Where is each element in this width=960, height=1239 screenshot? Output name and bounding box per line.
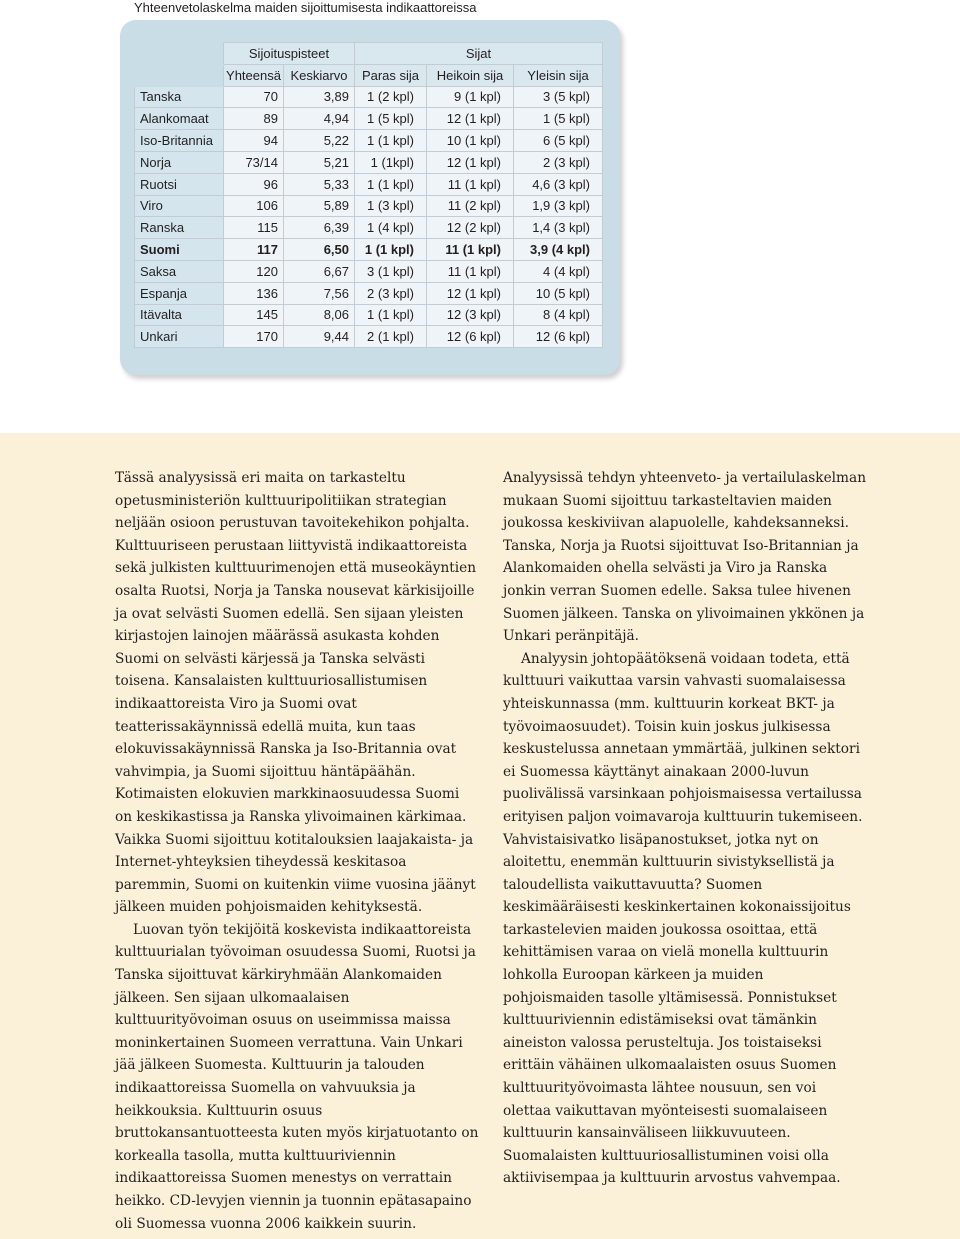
average-cell: 4,94 [284, 108, 355, 130]
common-rank-cell: 1,4 (3 kpl) [514, 217, 603, 239]
best-rank-cell: 1 (1 kpl) [355, 304, 427, 326]
table-row [135, 195, 603, 217]
summary-table [134, 42, 603, 348]
worst-rank-cell: 9 (1 kpl) [427, 86, 514, 108]
country-cell: Viro [135, 195, 224, 217]
table-body [135, 86, 603, 348]
country-cell: Saksa [135, 260, 224, 282]
common-rank-cell: 1,9 (3 kpl) [514, 195, 603, 217]
best-rank-cell: 1 (1kpl) [355, 151, 427, 173]
common-rank-cell: 3,9 (4 kpl) [514, 239, 603, 261]
total-cell: 106 [224, 195, 284, 217]
table-row [135, 130, 603, 152]
best-rank-cell: 1 (5 kpl) [355, 108, 427, 130]
common-rank-cell: 2 (3 kpl) [514, 151, 603, 173]
text-column-right [503, 467, 866, 1190]
total-cell: 136 [224, 282, 284, 304]
country-cell: Itävalta [135, 304, 224, 326]
table-row [135, 239, 603, 261]
average-cell: 5,33 [284, 173, 355, 195]
country-cell: Espanja [135, 282, 224, 304]
table-row [135, 151, 603, 173]
group-header-ranks: Sijat [355, 43, 603, 65]
total-cell: 73/14 [224, 151, 284, 173]
worst-rank-cell: 12 (3 kpl) [427, 304, 514, 326]
worst-rank-cell: 11 (1 kpl) [427, 173, 514, 195]
column-header-worst: Heikoin sija [427, 64, 514, 86]
common-rank-cell: 10 (5 kpl) [514, 282, 603, 304]
table-row [135, 173, 603, 195]
average-cell: 8,06 [284, 304, 355, 326]
total-cell: 89 [224, 108, 284, 130]
total-cell: 94 [224, 130, 284, 152]
common-rank-cell: 8 (4 kpl) [514, 304, 603, 326]
text-column-left [115, 467, 480, 1235]
paragraph: Tässä analyysissä eri maita on tarkasteltu opetusministeriön kulttuuripolitiikan strategian neljään osioon perustuvan tavoitekehikon pohjalta. Kulttuuriseen perustaan liittyvistä indikaattoreista sekä julkisten kulttuurimenojen että museokäyntien osalta Ruotsi, Norja ja Tanska nousevat kärkisijoille ja ovat selvästi Suomen edellä. Sen sijaan yleisten kirjastojen lainojen määrässä asukasta kohden Suomi on selvästi kärjessä ja Tanska selvästi toisena. Kansalaisten kulttuuriosallistumisen indikaattoreista Viro ja Suomi ovat teatterissakäynnissä edellä muita, kun taas elokuvissakäynnissä Ranska ja Iso-Britannia ovat vahvimpia, ja Suomi sijoittuu häntäpäähän. Kotimaisten elokuvien markkinaosuudessa Suomi on keskikastissa ja Ranska ylivoimainen kärkimaa. Vaikka Suomi sijoittuu kotitalouksien laajakaista- ja Internet-yhteyksien tiheydessä keskitasoa paremmin, Suomi on kuitenkin viime vuosina jäänyt jälkeen muiden pohjoismaiden kehityksestä. [115, 470, 477, 916]
column-header-average: Keskiarvo [284, 64, 355, 86]
paragraph: Analyysin johtopäätöksenä voidaan todeta, että kulttuuri vaikuttaa varsin vahvasti suomalaisessa yhteiskunnassa (mm. kulttuurin korkeat BKT- ja työvoimaosuudet). Toisin kuin joskus julkisessa keskustelussa annetaan ymmärtää, julkinen sektori ei Suomessa käyttänyt ainakaan 2000-luvun puolivälissä varsinkaan pohjoismaisessa vertailussa erityisen paljon voimavaroja kulttuurin tukemiseen. Vahvistaisivatko lisäpanostukset, jotka nyt on aloitettu, enemmän kulttuurin sivistyksellistä ja taloudellista vaikuttavuutta? Suomen keskimääräisesti keskinkertainen kokonaissijoitus tarkastelevien maiden joukossa osoittaa, että kehittämisen varaa on vielä monella kulttuurin lohkolla Euroopan kärkeen ja muiden pohjoismaiden tasolle yltämisessä. Ponnistukset kulttuuriviennin edistämiseksi ovat tämänkin aineiston valossa perusteltuja. Jos toistaiseksi erittäin vähäinen ulkomaalaisten osuus Suomen kulttuurityövoimasta lähtee nousuun, sen voi olettaa vaikuttavan myönteisesti suomalaiseen kulttuurin kansainväliseen liikkuvuuteen. Suomalaisten kulttuuriosallistuminen voisi olla aktiivisempaa ja kulttuurin arvostus vahvempaa. [503, 650, 863, 1187]
column-header-best: Paras sija [355, 64, 427, 86]
country-cell: Unkari [135, 326, 224, 348]
best-rank-cell: 1 (4 kpl) [355, 217, 427, 239]
table-row [135, 86, 603, 108]
best-rank-cell: 1 (3 kpl) [355, 195, 427, 217]
table-row [135, 326, 603, 348]
table-row [135, 260, 603, 282]
worst-rank-cell: 12 (1 kpl) [427, 108, 514, 130]
total-cell: 117 [224, 239, 284, 261]
worst-rank-cell: 12 (2 kpl) [427, 217, 514, 239]
average-cell: 5,21 [284, 151, 355, 173]
average-cell: 6,67 [284, 260, 355, 282]
table-row [135, 108, 603, 130]
average-cell: 6,50 [284, 239, 355, 261]
paragraph: Analyysissä tehdyn yhteenveto- ja vertailulaskelman mukaan Suomi sijoittuu tarkasteltavien maiden joukossa keskiviivan alapuolelle, kahdeksanneksi. Tanska, Norja ja Ruotsi sijoittuvat Iso-Britannian ja Alankomaiden ohella selvästi ja Viro ja Ranska jonkin verran Suomen edelle. Saksa tulee hivenen Suomen jälkeen. Tanska on ylivoimainen ykkönen ja Unkari peränpitäjä. [503, 470, 867, 645]
best-rank-cell: 1 (1 kpl) [355, 173, 427, 195]
total-cell: 96 [224, 173, 284, 195]
common-rank-cell: 12 (6 kpl) [514, 326, 603, 348]
average-cell: 3,89 [284, 86, 355, 108]
paragraph: Luovan työn tekijöitä koskevista indikaattoreista kulttuurialan työvoiman osuudessa Suomi, Ruotsi ja Tanska sijoittuvat kärkiryhmään Alankomaiden jälkeen. Sen sijaan ulkomaalaisen kulttuurityövoiman osuus on useimmissa maissa moninkertainen Suomeen verrattuna. Vain Unkari jää jälkeen Suomesta. Kulttuurin ja talouden indikaattoreissa Suomella on vahvuuksia ja heikkouksia. Kulttuurin osuus bruttokansantuotteesta kuten myös kirjatuotanto on korkealla tasolla, mutta kulttuuriviennin indikaattoreissa Suomen menestys on verrattain heikko. CD-levyjen viennin ja tuonnin epätasapaino oli Suomessa vuonna 2006 kaikkein suurin. [115, 921, 479, 1232]
table-row [135, 217, 603, 239]
country-cell: Norja [135, 151, 224, 173]
worst-rank-cell: 11 (1 kpl) [427, 260, 514, 282]
country-cell: Iso-Britannia [135, 130, 224, 152]
worst-rank-cell: 12 (1 kpl) [427, 151, 514, 173]
country-cell: Ranska [135, 217, 224, 239]
country-cell: Tanska [135, 86, 224, 108]
worst-rank-cell: 12 (6 kpl) [427, 326, 514, 348]
total-cell: 170 [224, 326, 284, 348]
common-rank-cell: 4 (4 kpl) [514, 260, 603, 282]
average-cell: 5,22 [284, 130, 355, 152]
average-cell: 9,44 [284, 326, 355, 348]
total-cell: 70 [224, 86, 284, 108]
best-rank-cell: 1 (1 kpl) [355, 130, 427, 152]
worst-rank-cell: 12 (1 kpl) [427, 282, 514, 304]
worst-rank-cell: 11 (2 kpl) [427, 195, 514, 217]
average-cell: 7,56 [284, 282, 355, 304]
common-rank-cell: 3 (5 kpl) [514, 86, 603, 108]
table-row [135, 282, 603, 304]
worst-rank-cell: 11 (1 kpl) [427, 239, 514, 261]
best-rank-cell: 2 (1 kpl) [355, 326, 427, 348]
common-rank-cell: 4,6 (3 kpl) [514, 173, 603, 195]
total-cell: 120 [224, 260, 284, 282]
common-rank-cell: 6 (5 kpl) [514, 130, 603, 152]
total-cell: 115 [224, 217, 284, 239]
country-cell: Alankomaat [135, 108, 224, 130]
table-caption: Yhteenvetolaskelma maiden sijoittumisesta indikaattoreissa [134, 0, 477, 15]
total-cell: 145 [224, 304, 284, 326]
average-cell: 6,39 [284, 217, 355, 239]
column-header-total: Yhteensä [224, 64, 284, 86]
best-rank-cell: 3 (1 kpl) [355, 260, 427, 282]
country-cell: Suomi [135, 239, 224, 261]
common-rank-cell: 1 (5 kpl) [514, 108, 603, 130]
column-header-common: Yleisin sija [514, 64, 603, 86]
worst-rank-cell: 10 (1 kpl) [427, 130, 514, 152]
best-rank-cell: 1 (2 kpl) [355, 86, 427, 108]
group-header-scores: Sijoituspisteet [224, 43, 355, 65]
best-rank-cell: 1 (1 kpl) [355, 239, 427, 261]
table-row [135, 304, 603, 326]
average-cell: 5,89 [284, 195, 355, 217]
best-rank-cell: 2 (3 kpl) [355, 282, 427, 304]
country-cell: Ruotsi [135, 173, 224, 195]
